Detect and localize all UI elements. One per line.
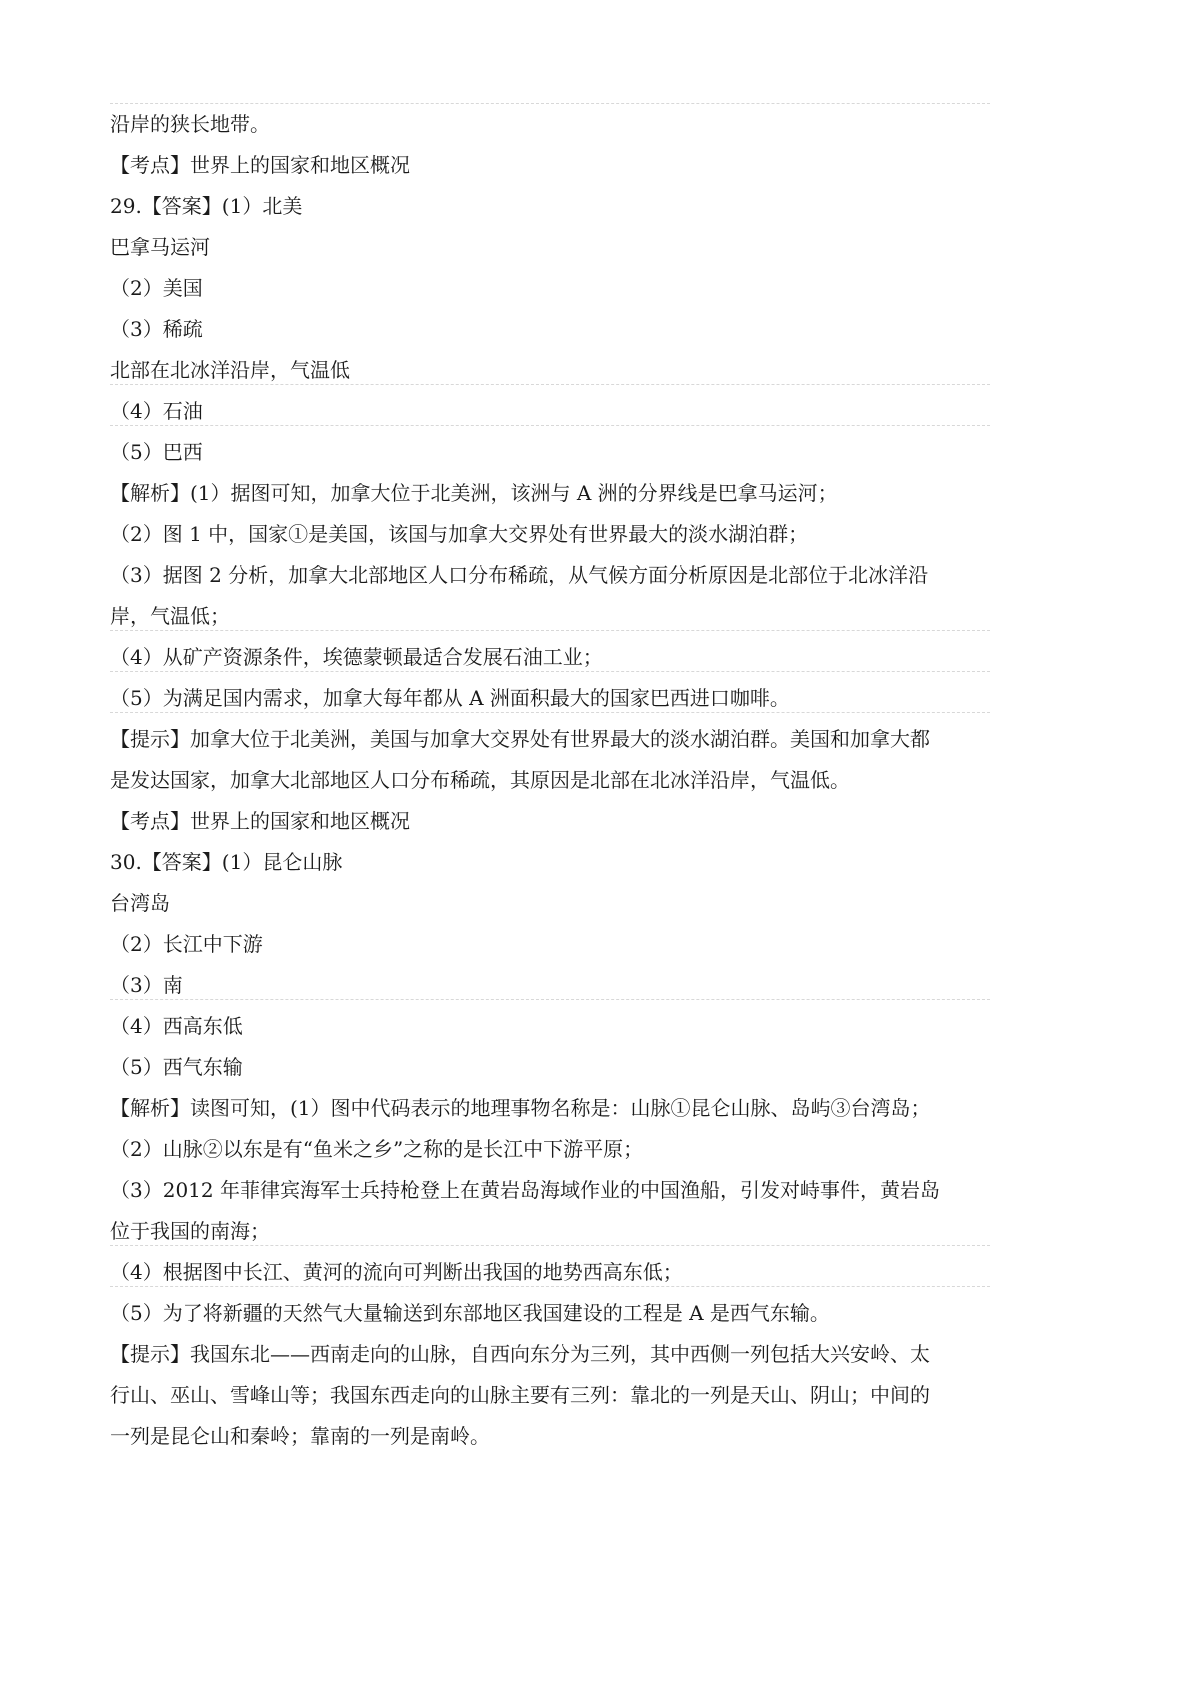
text-line: 【解析】读图可知，(1）图中代码表示的地理事物名称是：山脉①昆仑山脉、岛屿③台湾岛； xyxy=(110,1096,931,1120)
text-line: （3）据图 2 分析，加拿大北部地区人口分布稀疏，从气候方面分析原因是北部位于北冰洋沿 xyxy=(110,563,929,587)
text-line: （3）南 xyxy=(110,973,183,997)
divider xyxy=(110,384,990,385)
text-line: （5）为了将新疆的天然气大量输送到东部地区我国建设的工程是 A 是西气东输。 xyxy=(110,1301,830,1325)
text-line: 29.【答案】(1）北美 xyxy=(110,194,303,218)
text-line: （2）图 1 中，国家①是美国，该国与加拿大交界处有世界最大的淡水湖泊群； xyxy=(110,522,809,546)
text-line: （2）美国 xyxy=(110,276,203,300)
text-line: （4）西高东低 xyxy=(110,1014,243,1038)
text-line: 沿岸的狭长地带。 xyxy=(110,112,270,136)
text-line: 巴拿马运河 xyxy=(110,235,210,259)
text-line: （5）为满足国内需求，加拿大每年都从 A 洲面积最大的国家巴西进口咖啡。 xyxy=(110,686,790,710)
text-line: （5）巴西 xyxy=(110,440,203,464)
text-line: （5）西气东输 xyxy=(110,1055,243,1079)
text-line: （2）长江中下游 xyxy=(110,932,263,956)
text-line: 岸，气温低； xyxy=(110,604,230,628)
text-line: （4）根据图中长江、黄河的流向可判断出我国的地势西高东低； xyxy=(110,1260,683,1284)
divider xyxy=(110,712,990,713)
text-line: 30.【答案】(1）昆仑山脉 xyxy=(110,850,343,874)
text-line: （4）从矿产资源条件，埃德蒙顿最适合发展石油工业； xyxy=(110,645,603,669)
divider xyxy=(110,1245,990,1246)
text-line: 一列是昆仑山和秦岭；靠南的一列是南岭。 xyxy=(110,1424,490,1448)
divider xyxy=(110,671,990,672)
text-line: 是发达国家，加拿大北部地区人口分布稀疏，其原因是北部在北冰洋沿岸，气温低。 xyxy=(110,768,850,792)
text-line: 【考点】世界上的国家和地区概况 xyxy=(110,809,410,833)
text-line: （3）稀疏 xyxy=(110,317,203,341)
divider xyxy=(110,999,990,1000)
text-line: 台湾岛 xyxy=(110,891,170,915)
divider xyxy=(110,425,990,426)
divider xyxy=(110,103,990,104)
text-line: 【提示】加拿大位于北美洲，美国与加拿大交界处有世界最大的淡水湖泊群。美国和加拿大都 xyxy=(110,727,930,751)
divider xyxy=(110,1286,990,1287)
text-line: 北部在北冰洋沿岸，气温低 xyxy=(110,358,350,382)
text-line: 位于我国的南海； xyxy=(110,1219,270,1243)
text-line: 【考点】世界上的国家和地区概况 xyxy=(110,153,410,177)
text-line: （3）2012 年菲律宾海军士兵持枪登上在黄岩岛海域作业的中国渔船，引发对峙事件，黄岩岛 xyxy=(110,1178,940,1202)
text-line: （4）石油 xyxy=(110,399,203,423)
text-line: 【提示】我国东北——西南走向的山脉，自西向东分为三列，其中西侧一列包括大兴安岭、太 xyxy=(110,1342,930,1366)
text-line: （2）山脉②以东是有“鱼米之乡”之称的是长江中下游平原； xyxy=(110,1137,644,1161)
text-line: 【解析】(1）据图可知，加拿大位于北美洲，该洲与 A 洲的分界线是巴拿马运河； xyxy=(110,481,838,505)
divider xyxy=(110,630,990,631)
text-line: 行山、巫山、雪峰山等；我国东西走向的山脉主要有三列：靠北的一列是天山、阴山；中间的 xyxy=(110,1383,930,1407)
